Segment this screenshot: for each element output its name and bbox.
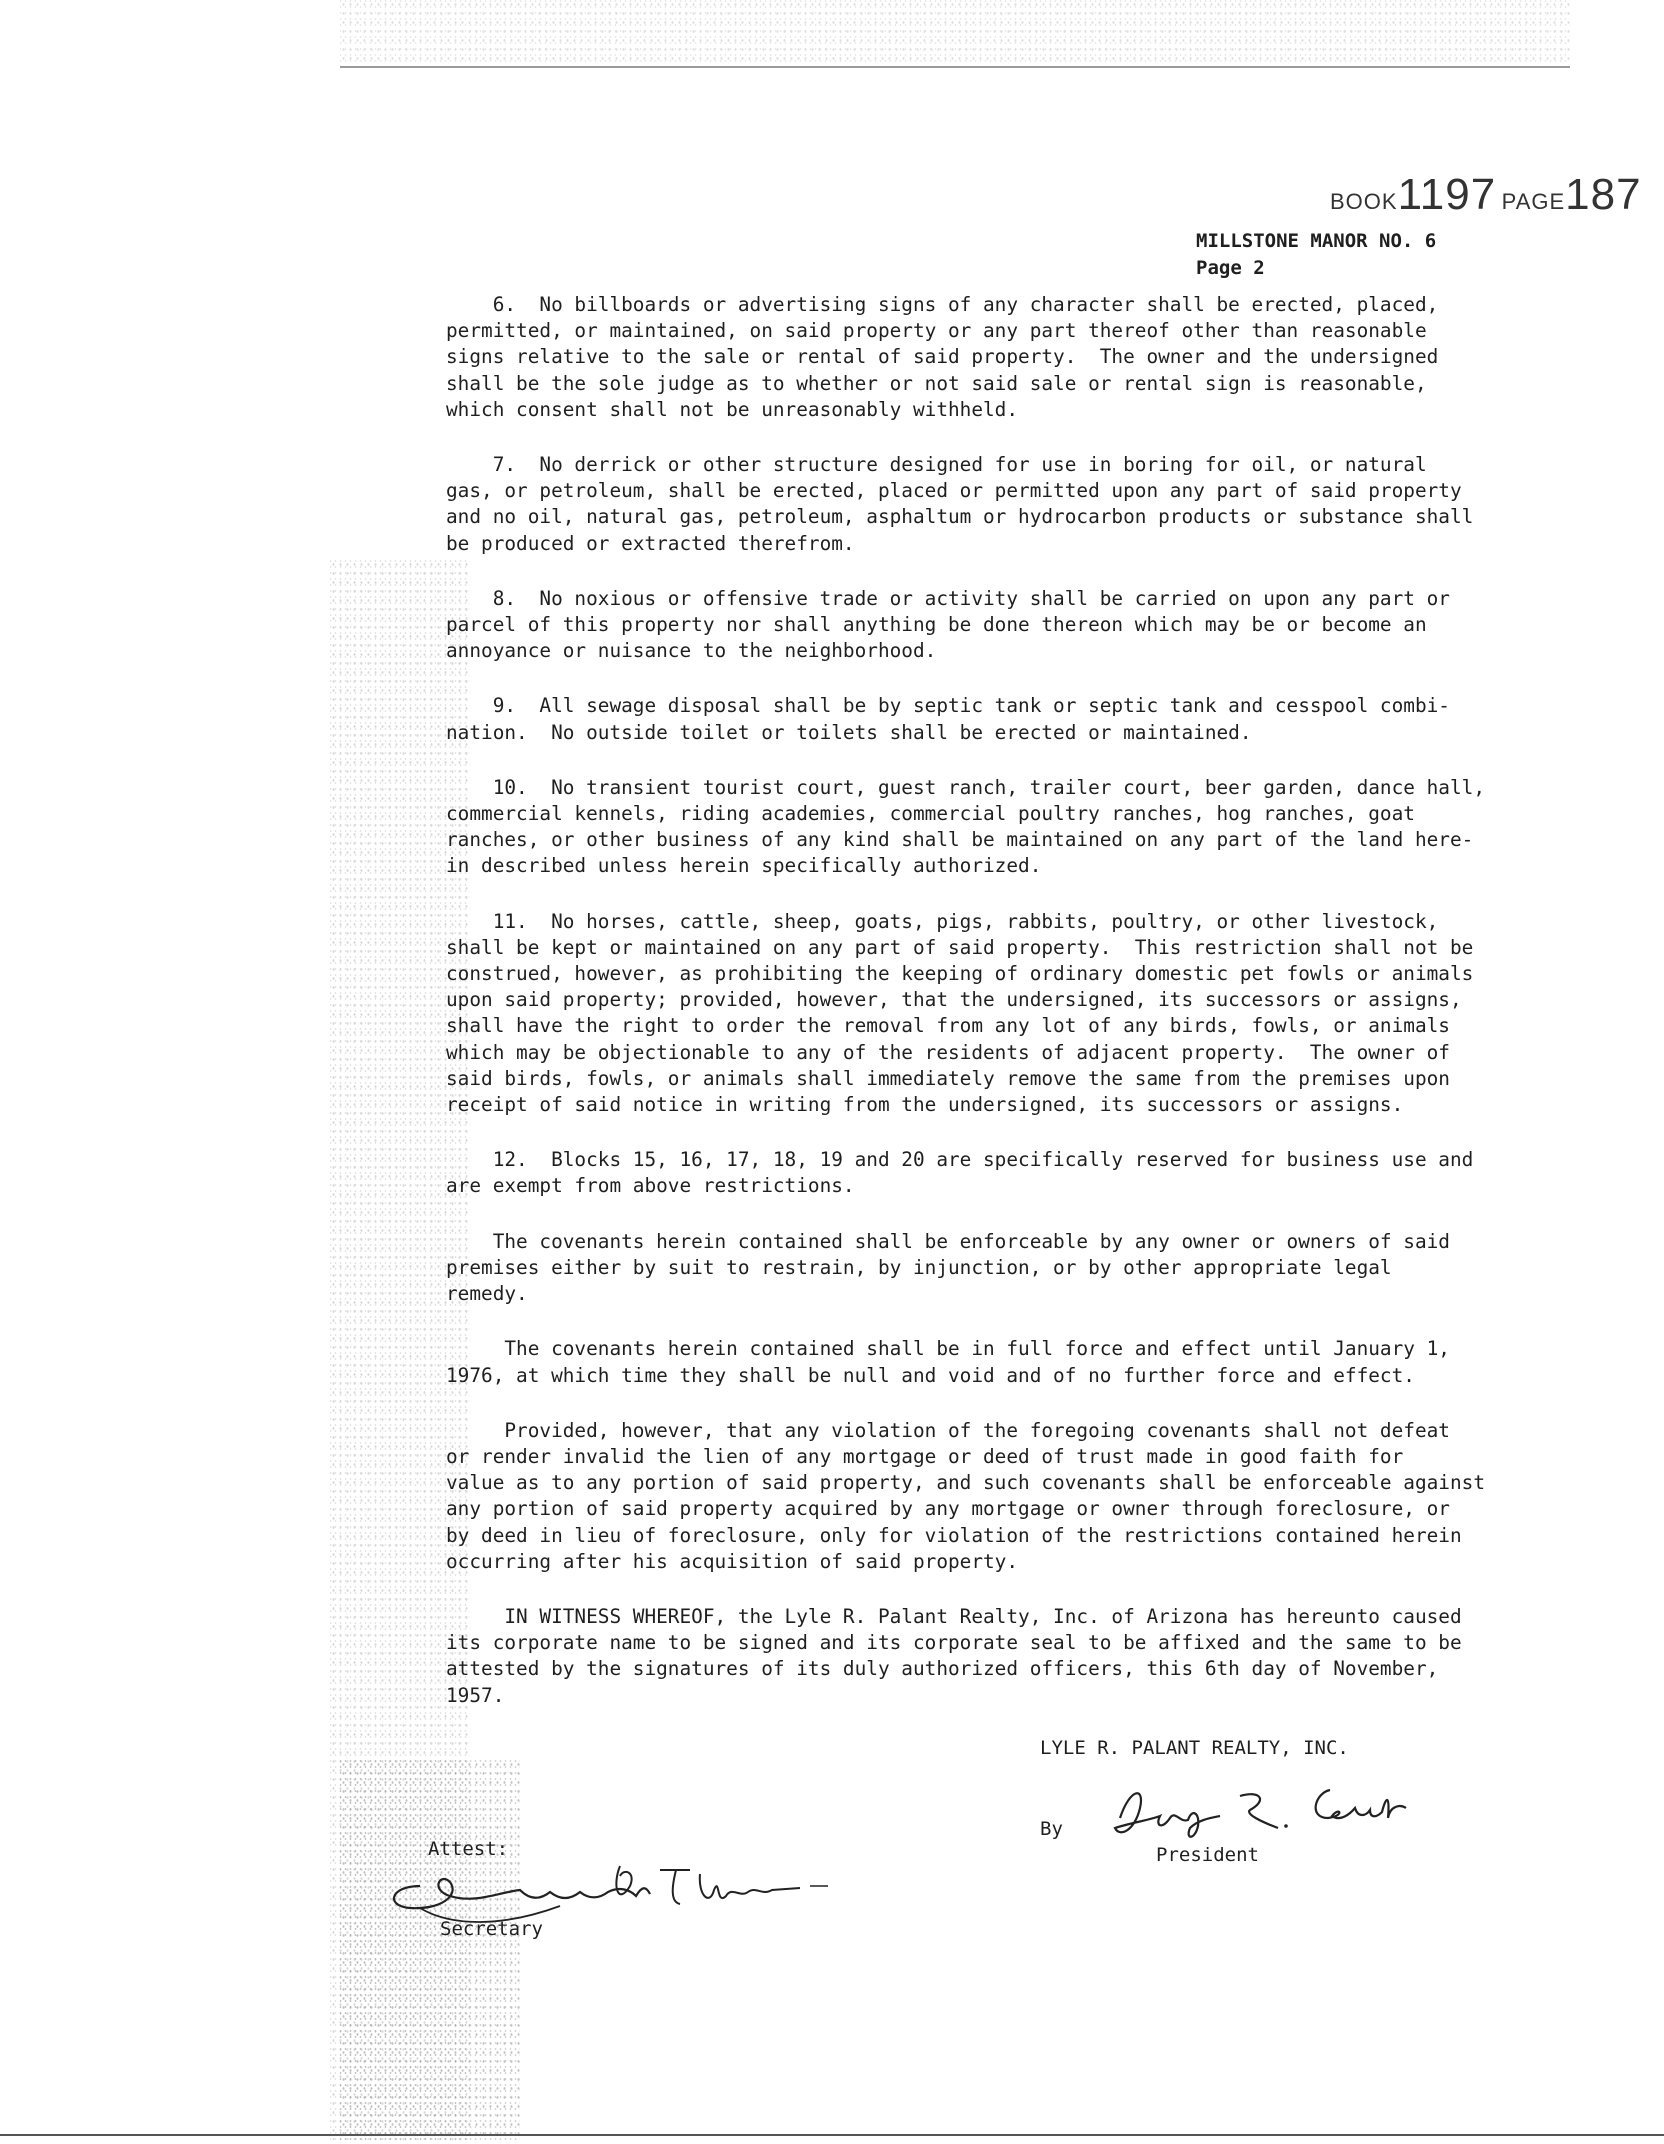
mortgage-clause: Provided, however, that any violation of the foregoing covenants shall not defeat or render invalid the lien of any mortgage or deed of trust made in good faith for value as to any portion of said property, and such covenants shall be enforceable against any portion of said property acquired by any mortgage or owner through foreclosure, or by deed in lieu of foreclosure, only for violation of the restrictions contained herein occurring after his acquisition of said property. <box>446 1418 1485 1573</box>
book-number: 1197 <box>1397 170 1497 219</box>
covenant-7: 7. No derrick or other structure designed for use in boring for oil, or natural gas, or petroleum, shall be erected, placed or permitted upon any part of said property and no oil, natural gas, petroleum, asphaltum or hydrocarbon products or substance shall be produced or extracted therefrom. <box>446 453 1474 555</box>
by-label: By <box>1040 1818 1063 1840</box>
covenant-11: 11. No horses, cattle, sheep, goats, pigs, rabbits, poultry, or other livestock, shall be kept or maintained on any part of said property. This restriction shall not be construed, however, as prohibiting the keeping of ordinary domestic pet fowls or animals upon said property; provided, however, that the undersigned, its successors or assigns, shall have the right to order the removal from any lot of any birds, fowls, or animals which may be objectionable to any of the residents of adjacent property. The owner of said birds, fowls, or animals shall immediately remove the same from the premises upon receipt of said notice in writing from the undersigned, its successors or assigns. <box>446 909 1474 1117</box>
covenants-body <box>446 292 1626 1738</box>
scan-top-rule <box>340 66 1570 68</box>
scan-noise-bottom-left <box>340 1760 520 2140</box>
subdivision-title: MILLSTONE MANOR NO. 6 <box>1196 230 1437 252</box>
page-indicator: Page 2 <box>1196 257 1265 279</box>
page-number: 187 <box>1565 170 1642 219</box>
enforcement-clause: The covenants herein contained shall be enforceable by any owner or owners of said premises either by suit to restrain, by injunction, or by other appropriate legal remedy. <box>446 1229 1450 1306</box>
book-label: BOOK <box>1330 189 1398 214</box>
covenant-9: 9. All sewage disposal shall be by septic tank or septic tank and cesspool combi- nation. No outside toilet or toilets shall be erected or maintained. <box>446 694 1450 744</box>
covenant-6: 6. No billboards or advertising signs of any character shall be erected, placed, permitted, or maintained, on said property or any part thereof other than reasonable signs relative to the sale or rental of said property. The owner and the undersigned shall be the sole judge as to whether or not said sale or rental sign is reasonable, which consent shall not be unreasonably withheld. <box>446 293 1439 421</box>
document-header <box>1196 228 1436 282</box>
company-name: LYLE R. PALANT REALTY, INC. <box>1040 1737 1349 1759</box>
president-title: President <box>1156 1844 1259 1866</box>
scan-noise-top <box>340 0 1570 66</box>
president-signature <box>1100 1778 1420 1848</box>
witness-clause: IN WITNESS WHEREOF, the Lyle R. Palant Realty, Inc. of Arizona has hereunto caused its corporate name to be signed and its corporate seal to be affixed and the same to be attested by the signatures of its duly authorized officers, this 6th day of November, 1957. <box>446 1604 1462 1707</box>
attest-label: Attest: <box>428 1838 509 1860</box>
page-label: PAGE <box>1501 189 1566 214</box>
covenant-8: 8. No noxious or offensive trade or activity shall be carried on upon any part or parcel of this property nor shall anything be done thereon which may be or become an annoyance or nuisance to the neighborhood. <box>446 586 1450 663</box>
duration-clause: The covenants herein contained shall be in full force and effect until January 1, 1976, at which time they shall be null and void and of no further force and effect. <box>446 1337 1450 1387</box>
covenant-12: 12. Blocks 15, 16, 17, 18, 19 and 20 are specifically reserved for business use and are exempt from above restrictions. <box>446 1148 1474 1198</box>
secretary-title: Secretary <box>440 1918 543 1940</box>
scan-bottom-rule <box>0 2134 1664 2136</box>
book-page-stamp <box>1330 170 1642 220</box>
covenant-10: 10. No transient tourist court, guest ranch, trailer court, beer garden, dance hall, commercial kennels, riding academies, commercial poultry ranches, hog ranches, goat ranches, or other business of any kind shall be maintained on any part of the land here- in described unless herein specifically authorized. <box>446 775 1485 878</box>
